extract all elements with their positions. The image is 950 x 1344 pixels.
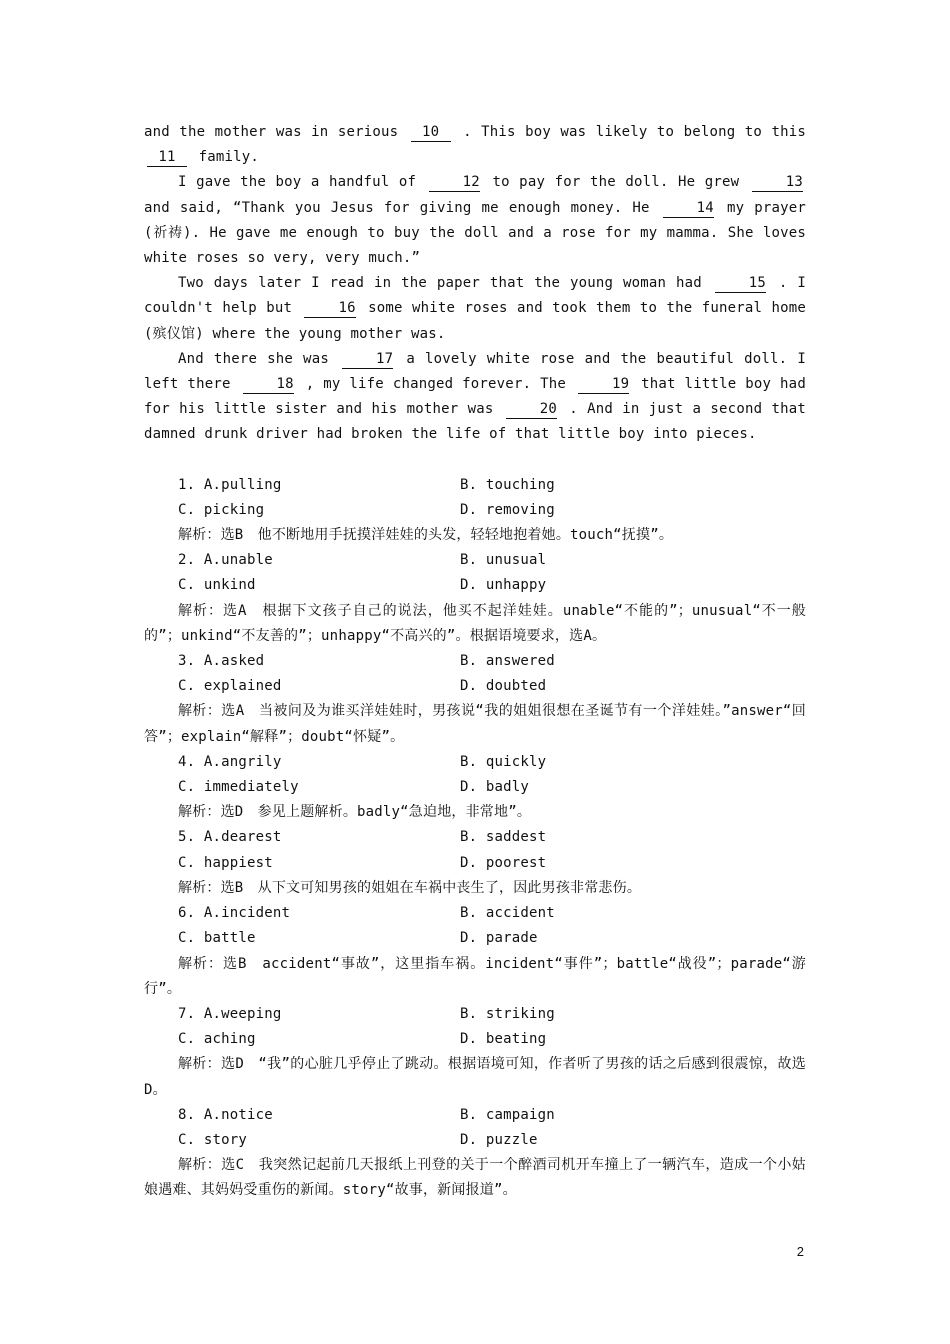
option-c: C. unkind (178, 577, 256, 594)
explanation: 解析：选A 根据下文孩子自己的说法，他买不起洋娃娃。unable“不能的”；unusual“不一般的”；unkind“不友善的”；unhappy“不高兴的”。根据语境要求，选A。 (144, 602, 806, 644)
option-d: D. removing (460, 501, 555, 518)
passage-text: a lovely white rose and the beautiful doll. I left there (144, 350, 806, 393)
option-row (144, 548, 806, 573)
option-d: D. parade (460, 930, 538, 947)
option-d: D. poorest (460, 854, 547, 871)
passage-text: family. (198, 149, 260, 166)
question-item (144, 1002, 806, 1103)
question-item (144, 825, 806, 901)
section-gap (144, 448, 806, 473)
option-d: D. beating (460, 1031, 547, 1048)
explanation: 解析：选B 从下文可知男孩的姐姐在车祸中丧生了，因此男孩非常悲伤。 (178, 879, 642, 896)
option-a: 7. A.weeping (178, 1005, 282, 1022)
option-row (144, 926, 806, 951)
explanation: 解析：选A 当被问及为谁买洋娃娃时，男孩说“我的姐姐很想在圣诞节有一个洋娃娃。”answer“回答”；explain“解释”；doubt“怀疑”。 (144, 703, 806, 745)
option-b: B. striking (460, 1005, 555, 1022)
option-a: 4. A.angrily (178, 753, 282, 770)
option-row (144, 649, 806, 674)
passage-text: and the mother was in serious (144, 124, 399, 140)
option-a: 1. A.pulling (178, 476, 282, 493)
page-number: 2 (796, 1244, 804, 1259)
passage-text: . And in just a second that damned drunk driver had broken the life of that little boy into pieces. (144, 401, 806, 443)
explanation: 解析：选D 参见上题解析。badly“急迫地，非常地”。 (178, 804, 532, 821)
option-c: C. aching (178, 1031, 256, 1048)
option-b: B. answered (460, 653, 555, 670)
option-b: B. accident (460, 905, 555, 922)
option-c: C. story (178, 1131, 248, 1148)
option-a: 2. A.unable (178, 552, 273, 569)
blank-12: 12 (429, 173, 480, 192)
option-b: B. touching (460, 476, 555, 493)
blank-17: 17 (342, 350, 393, 369)
option-row (144, 901, 806, 926)
blank-19: 19 (578, 375, 629, 394)
option-c: C. battle (178, 930, 256, 947)
question-item (144, 901, 806, 1002)
question-item (144, 473, 806, 549)
option-b: B. campaign (460, 1106, 555, 1123)
passage-text: some white roses and took them to the funeral home (殡仪馆) where the young mother was. (144, 300, 806, 342)
option-c: C. explained (178, 678, 282, 695)
option-row (144, 1002, 806, 1027)
blank-15: 15 (715, 274, 766, 293)
option-row (144, 674, 806, 699)
passage-text: , my life changed forever. The (305, 376, 567, 393)
option-row (144, 473, 806, 498)
passage-paragraph-2 (144, 170, 806, 271)
option-row (144, 498, 806, 523)
option-a: 6. A.incident (178, 905, 291, 922)
question-item (144, 750, 806, 826)
option-c: C. picking (178, 501, 265, 518)
option-c: C. immediately (178, 779, 299, 796)
option-row (144, 573, 806, 598)
blank-13: 13 (752, 173, 803, 192)
option-row (144, 750, 806, 775)
explanation: 解析：选B 他不断地用手抚摸洋娃娃的头发，轻轻地抱着她。touch“抚摸”。 (178, 527, 674, 544)
option-d: D. unhappy (460, 577, 547, 594)
option-d: D. doubted (460, 678, 547, 695)
blank-14: 14 (663, 199, 714, 218)
option-a: 3. A.asked (178, 653, 265, 670)
option-row (144, 775, 806, 800)
explanation: 解析：选C 我突然记起前几天报纸上刊登的关于一个醉酒司机开车撞上了一辆汽车，造成一个小姑娘遇难、其妈妈受重伤的新闻。story“故事，新闻报道”。 (144, 1157, 806, 1199)
passage-text: Two days later I read in the paper that the young woman had (178, 275, 702, 292)
question-item (144, 1103, 806, 1204)
option-d: D. puzzle (460, 1131, 538, 1148)
passage-text: I gave the boy a handful of (178, 174, 417, 191)
passage-paragraph-1 (144, 120, 806, 170)
question-list (144, 473, 806, 1204)
question-item (144, 548, 806, 649)
option-c: C. happiest (178, 854, 273, 871)
passage-paragraph-4 (144, 347, 806, 448)
passage-paragraph-3 (144, 271, 806, 347)
passage-text: and said, “Thank you Jesus for giving me enough money. He (144, 199, 650, 216)
question-item (144, 649, 806, 750)
option-b: B. unusual (460, 552, 547, 569)
passage-text: . I couldn't help but (144, 275, 807, 317)
option-row (144, 1128, 806, 1153)
passage-text: . This boy was likely to belong to this (463, 124, 806, 140)
blank-10: 10 (411, 123, 451, 142)
passage-text: that little boy had for his little sister and his mother was (144, 376, 806, 418)
blank-18: 18 (243, 375, 294, 394)
option-b: B. saddest (460, 829, 547, 846)
blank-11: 11 (147, 148, 187, 167)
blank-20: 20 (506, 400, 557, 419)
passage-text: And there she was (178, 350, 329, 367)
option-b: B. quickly (460, 753, 547, 770)
page-content (144, 120, 806, 1204)
option-row (144, 1103, 806, 1128)
option-row (144, 851, 806, 876)
option-a: 8. A.notice (178, 1106, 273, 1123)
option-row (144, 1027, 806, 1052)
passage-text: my prayer (祈祷). He gave me enough to buy the doll and a rose for my mamma. She loves white roses so very, very much.” (144, 199, 806, 267)
explanation: 解析：选B accident“事故”，这里指车祸。incident“事件”；battle“战役”；parade“游行”。 (144, 955, 806, 997)
explanation: 解析：选D “我”的心脏几乎停止了跳动。根据语境可知，作者听了男孩的话之后感到很震惊，故选D。 (144, 1056, 806, 1098)
passage-text: to pay for the doll. He grew (492, 174, 740, 191)
option-a: 5. A.dearest (178, 829, 282, 846)
blank-16: 16 (304, 299, 355, 318)
option-row (144, 825, 806, 850)
option-d: D. badly (460, 779, 530, 796)
